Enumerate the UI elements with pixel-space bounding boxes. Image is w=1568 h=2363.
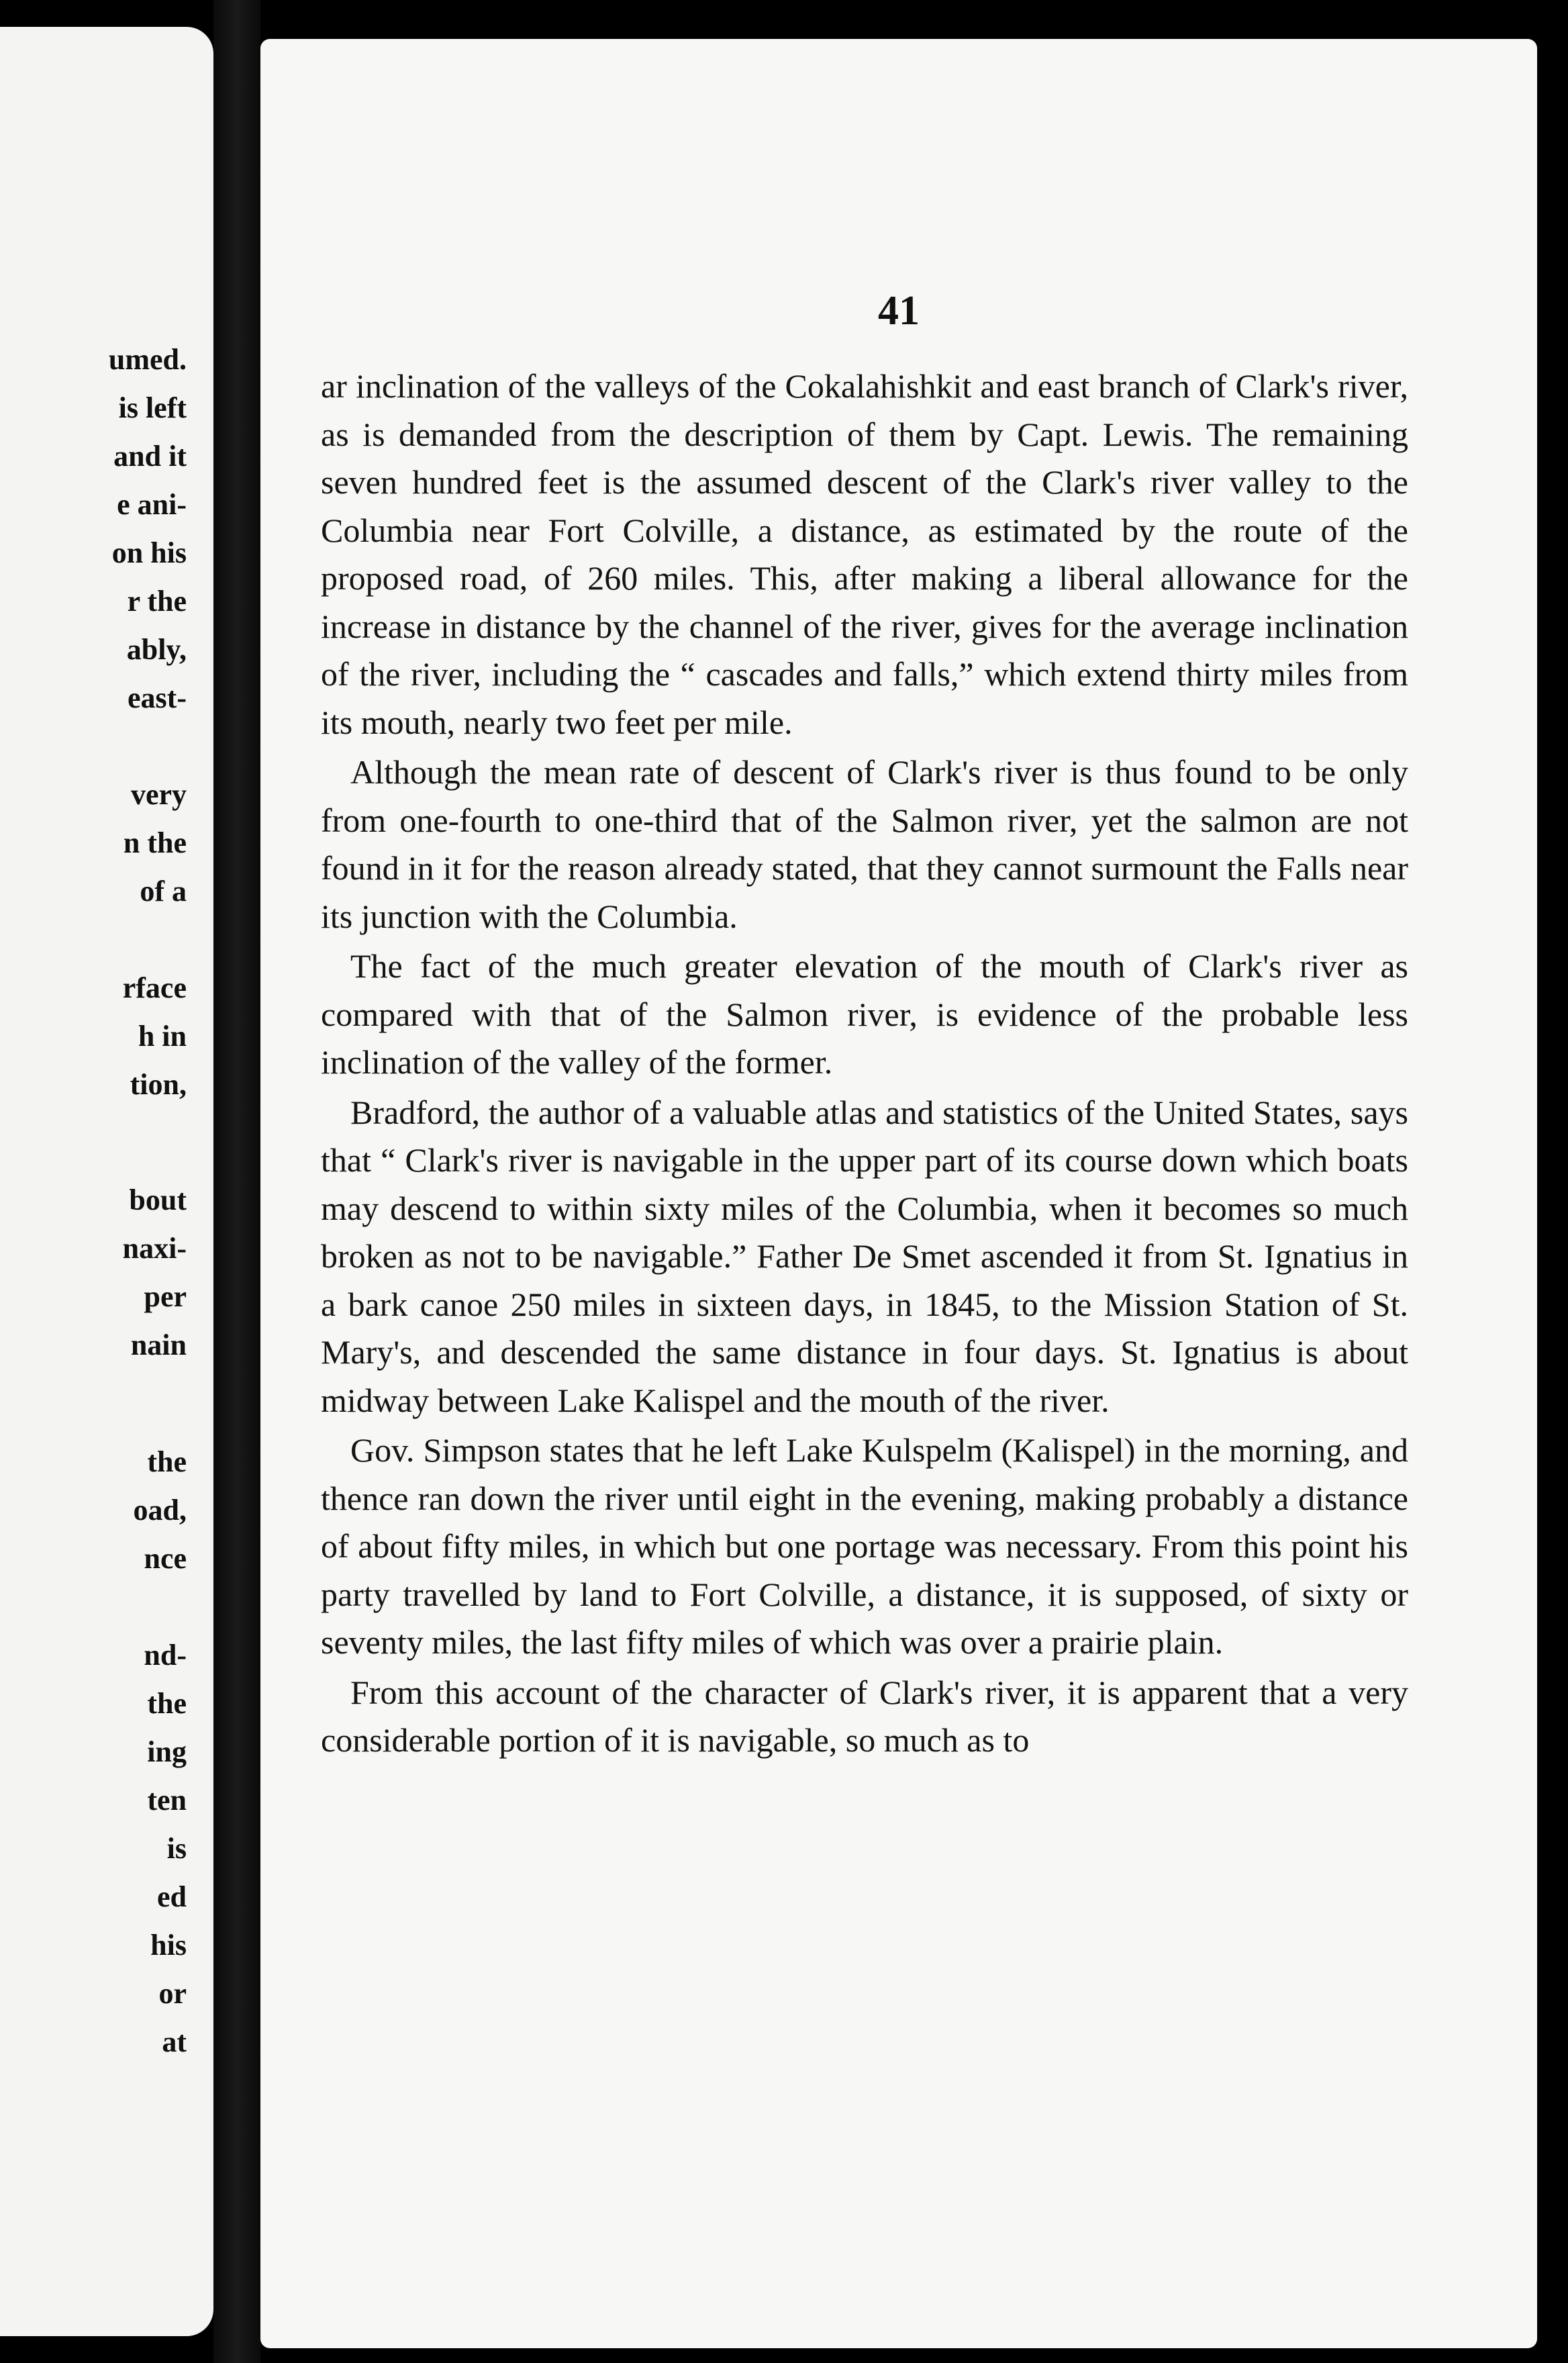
left-page-fragment: ably, [126,633,187,666]
left-page-fragment: nd- [144,1639,187,1672]
book-page [260,39,1537,2348]
left-page-fragment: tion, [130,1068,187,1101]
body-text [321,363,1408,1765]
left-page-fragment: umed. [108,343,187,376]
paragraph: Bradford, the author of a valuable atlas and statistics of the United States, says that “ Clark's river is navigable in the upper part of its course down which boats may descend to within sixty miles of the Columbia, when it becomes so much broken as not to be navigable.” Father De Smet ascended it from St. Ignatius in a bark canoe 250 miles in sixteen days, in 1845, to the Mission Station of St. Mary's, and descended the same distance in four days. St. Ignatius is about midway between Lake Kalispel and the mouth of the river. [321,1093,1408,1419]
left-page-fragment: nce [144,1542,187,1575]
left-page-fragment: naxi- [122,1232,187,1265]
page-number: 41 [878,288,920,334]
left-page-fragment: oad, [133,1494,187,1527]
left-page-fragment: the [147,1445,187,1478]
left-page-fragment: of a [140,875,187,908]
left-page-fragment: ed [157,1880,187,1913]
left-page-fragment: and it [113,440,187,473]
paragraph: Although the mean rate of descent of Clark's river is thus found to be only from one-fourth to one-third that of the Salmon river, yet the salmon are not found in it for the reason already stated, that they cannot surmount the Falls near its junction with the Columbia. [321,753,1408,935]
left-page-fragment: e ani- [117,488,187,521]
left-page-fragment: the [147,1687,187,1720]
left-page-fragment: ten [147,1784,187,1817]
left-page-fragment: on his [111,536,187,569]
left-page-fragment: n the [123,826,187,859]
paragraph: From this account of the character of Clark's river, it is apparent that a very considerable portion of it is navigable, so much as to [321,1673,1408,1759]
book-gutter [213,0,260,2363]
paragraph: Gov. Simpson states that he left Lake Kulspelm (Kalispel) in the morning, and thence ran down the river until eight in the evening, making probably a distance of about fifty miles, in which but one portage was necessary. From this point his party travelled by land to Fort Colville, a distance, it is supposed, of sixty or seventy miles, the last fifty miles of which was over a prairie plain. [321,1431,1408,1661]
previous-page-edge [0,27,213,2336]
left-page-fragment: bout [129,1184,187,1216]
paragraph: The fact of the much greater elevation of the mouth of Clark's river as compared with that of the Salmon river, is evidence of the probable less inclination of the valley of the former. [321,947,1408,1081]
left-page-fragment: at [162,2025,187,2058]
left-page-fragment: ing [147,1735,187,1768]
left-page-fragment: rface [122,971,187,1004]
left-page-fragment: east- [128,681,187,714]
left-page-fragment: is [166,1832,187,1865]
left-page-fragment: or [158,1977,187,2010]
left-page-fragment: per [144,1280,187,1313]
left-page-fragment: his [150,1929,187,1962]
left-page-fragment: nain [130,1329,187,1361]
left-page-fragment: h in [138,1020,187,1053]
left-page-fragment: r the [127,585,187,618]
paragraph: ar inclination of the valleys of the Cokalahishkit and east branch of Clark's river, as is demanded from the description of them by Capt. Lewis. The remaining seven hundred feet is the assumed descent of the Clark's river valley to the Columbia near Fort Colville, a distance, as estimated by the route of the proposed road, of 260 miles. This, after making a liberal allowance for the increase in distance by the channel of the river, gives for the average inclination of the river, including the “ cascades and falls,” which extend thirty miles from its mouth, nearly two feet per mile. [321,367,1408,741]
left-page-fragment: very [130,778,187,811]
left-page-fragment: is left [118,391,187,424]
